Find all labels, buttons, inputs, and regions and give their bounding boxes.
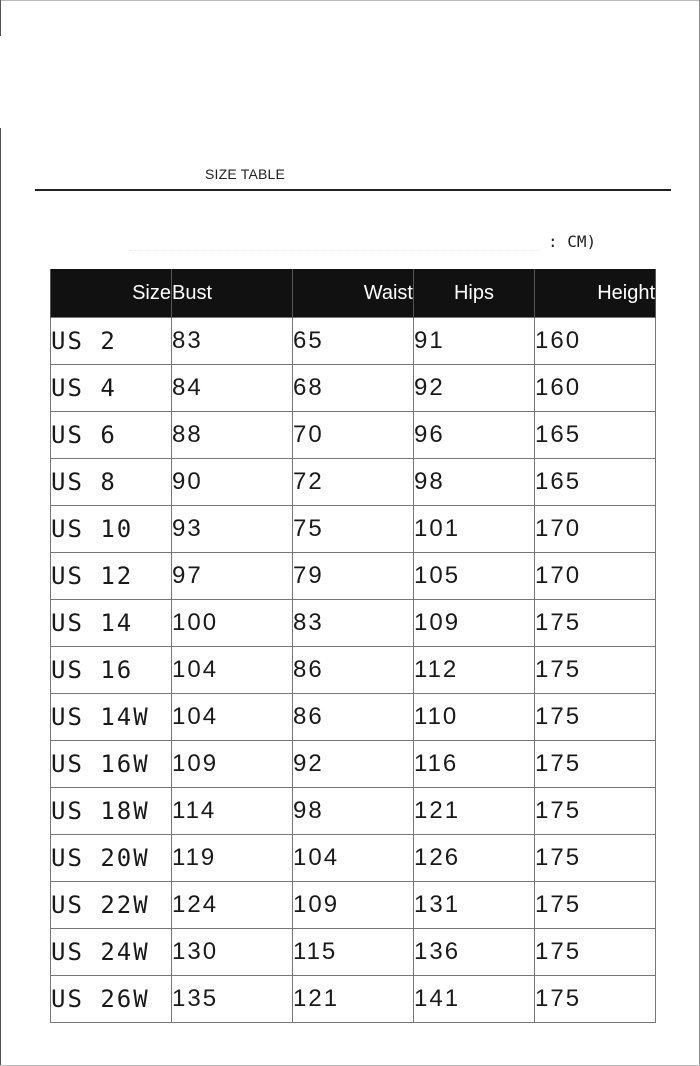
cell-hips: 136 [414, 929, 535, 976]
cell-size: US 24W [51, 929, 172, 976]
table-row [51, 929, 656, 976]
cell-size: US 14W [51, 694, 172, 741]
cell-bust: 84 [172, 365, 293, 412]
cell-size: US 10 [51, 506, 172, 553]
cell-bust: 114 [172, 788, 293, 835]
cell-waist: 83 [293, 600, 414, 647]
cell-size: US 4 [51, 365, 172, 412]
cell-size: US 6 [51, 412, 172, 459]
cell-height: 175 [535, 647, 656, 694]
cell-size: US 14 [51, 600, 172, 647]
cell-bust: 90 [172, 459, 293, 506]
cell-height: 175 [535, 835, 656, 882]
header-bust: Bust [172, 269, 293, 318]
cell-waist: 92 [293, 741, 414, 788]
cell-height: 175 [535, 976, 656, 1023]
cell-hips: 98 [414, 459, 535, 506]
table-row [51, 600, 656, 647]
cell-waist: 70 [293, 412, 414, 459]
cell-height: 170 [535, 506, 656, 553]
cell-size: US 26W [51, 976, 172, 1023]
table-row [51, 365, 656, 412]
cell-bust: 100 [172, 600, 293, 647]
table-row [51, 741, 656, 788]
table-row [51, 459, 656, 506]
table-row [51, 647, 656, 694]
cell-height: 175 [535, 882, 656, 929]
table-row [51, 506, 656, 553]
cell-height: 175 [535, 600, 656, 647]
cell-bust: 83 [172, 318, 293, 365]
cell-height: 175 [535, 694, 656, 741]
frame-top-border [0, 0, 700, 1]
frame-left-border [0, 0, 1, 1066]
cell-bust: 130 [172, 929, 293, 976]
cell-waist: 72 [293, 459, 414, 506]
cell-waist: 98 [293, 788, 414, 835]
cell-height: 175 [535, 741, 656, 788]
cell-hips: 116 [414, 741, 535, 788]
cell-size: US 16 [51, 647, 172, 694]
cell-height: 160 [535, 318, 656, 365]
cell-bust: 97 [172, 553, 293, 600]
table-header-row [51, 269, 656, 318]
cell-hips: 121 [414, 788, 535, 835]
cell-hips: 96 [414, 412, 535, 459]
cell-hips: 131 [414, 882, 535, 929]
cell-size: US 12 [51, 553, 172, 600]
cell-size: US 20W [51, 835, 172, 882]
table-row [51, 318, 656, 365]
cell-waist: 68 [293, 365, 414, 412]
cell-bust: 109 [172, 741, 293, 788]
cell-waist: 86 [293, 694, 414, 741]
cell-height: 175 [535, 788, 656, 835]
table-row [51, 835, 656, 882]
cell-waist: 121 [293, 976, 414, 1023]
cell-waist: 115 [293, 929, 414, 976]
page-title: SIZE TABLE [205, 166, 286, 182]
cell-height: 165 [535, 459, 656, 506]
faint-divider [130, 250, 540, 252]
cell-hips: 141 [414, 976, 535, 1023]
cell-bust: 124 [172, 882, 293, 929]
header-waist: Waist [293, 269, 414, 318]
unit-note: : CM) [548, 232, 597, 251]
cell-size: US 22W [51, 882, 172, 929]
cell-waist: 65 [293, 318, 414, 365]
cell-hips: 91 [414, 318, 535, 365]
cell-hips: 110 [414, 694, 535, 741]
cell-bust: 104 [172, 694, 293, 741]
cell-hips: 92 [414, 365, 535, 412]
cell-size: US 8 [51, 459, 172, 506]
header-height: Height [535, 269, 656, 318]
frame-gap [0, 36, 2, 128]
cell-bust: 104 [172, 647, 293, 694]
size-table [50, 269, 656, 1023]
cell-height: 175 [535, 929, 656, 976]
cell-height: 160 [535, 365, 656, 412]
table-row [51, 976, 656, 1023]
table-row [51, 882, 656, 929]
table-row [51, 694, 656, 741]
cell-size: US 16W [51, 741, 172, 788]
table-row [51, 788, 656, 835]
cell-height: 165 [535, 412, 656, 459]
cell-waist: 104 [293, 835, 414, 882]
cell-waist: 79 [293, 553, 414, 600]
cell-waist: 86 [293, 647, 414, 694]
cell-waist: 109 [293, 882, 414, 929]
cell-hips: 101 [414, 506, 535, 553]
table-row [51, 412, 656, 459]
header-size: Size [51, 269, 172, 318]
cell-bust: 93 [172, 506, 293, 553]
table-row [51, 553, 656, 600]
cell-bust: 119 [172, 835, 293, 882]
cell-bust: 135 [172, 976, 293, 1023]
header-hips: Hips [414, 269, 535, 318]
cell-height: 170 [535, 553, 656, 600]
cell-hips: 126 [414, 835, 535, 882]
title-divider [35, 189, 671, 191]
cell-waist: 75 [293, 506, 414, 553]
cell-size: US 18W [51, 788, 172, 835]
cell-hips: 105 [414, 553, 535, 600]
cell-size: US 2 [51, 318, 172, 365]
cell-hips: 109 [414, 600, 535, 647]
cell-bust: 88 [172, 412, 293, 459]
cell-hips: 112 [414, 647, 535, 694]
